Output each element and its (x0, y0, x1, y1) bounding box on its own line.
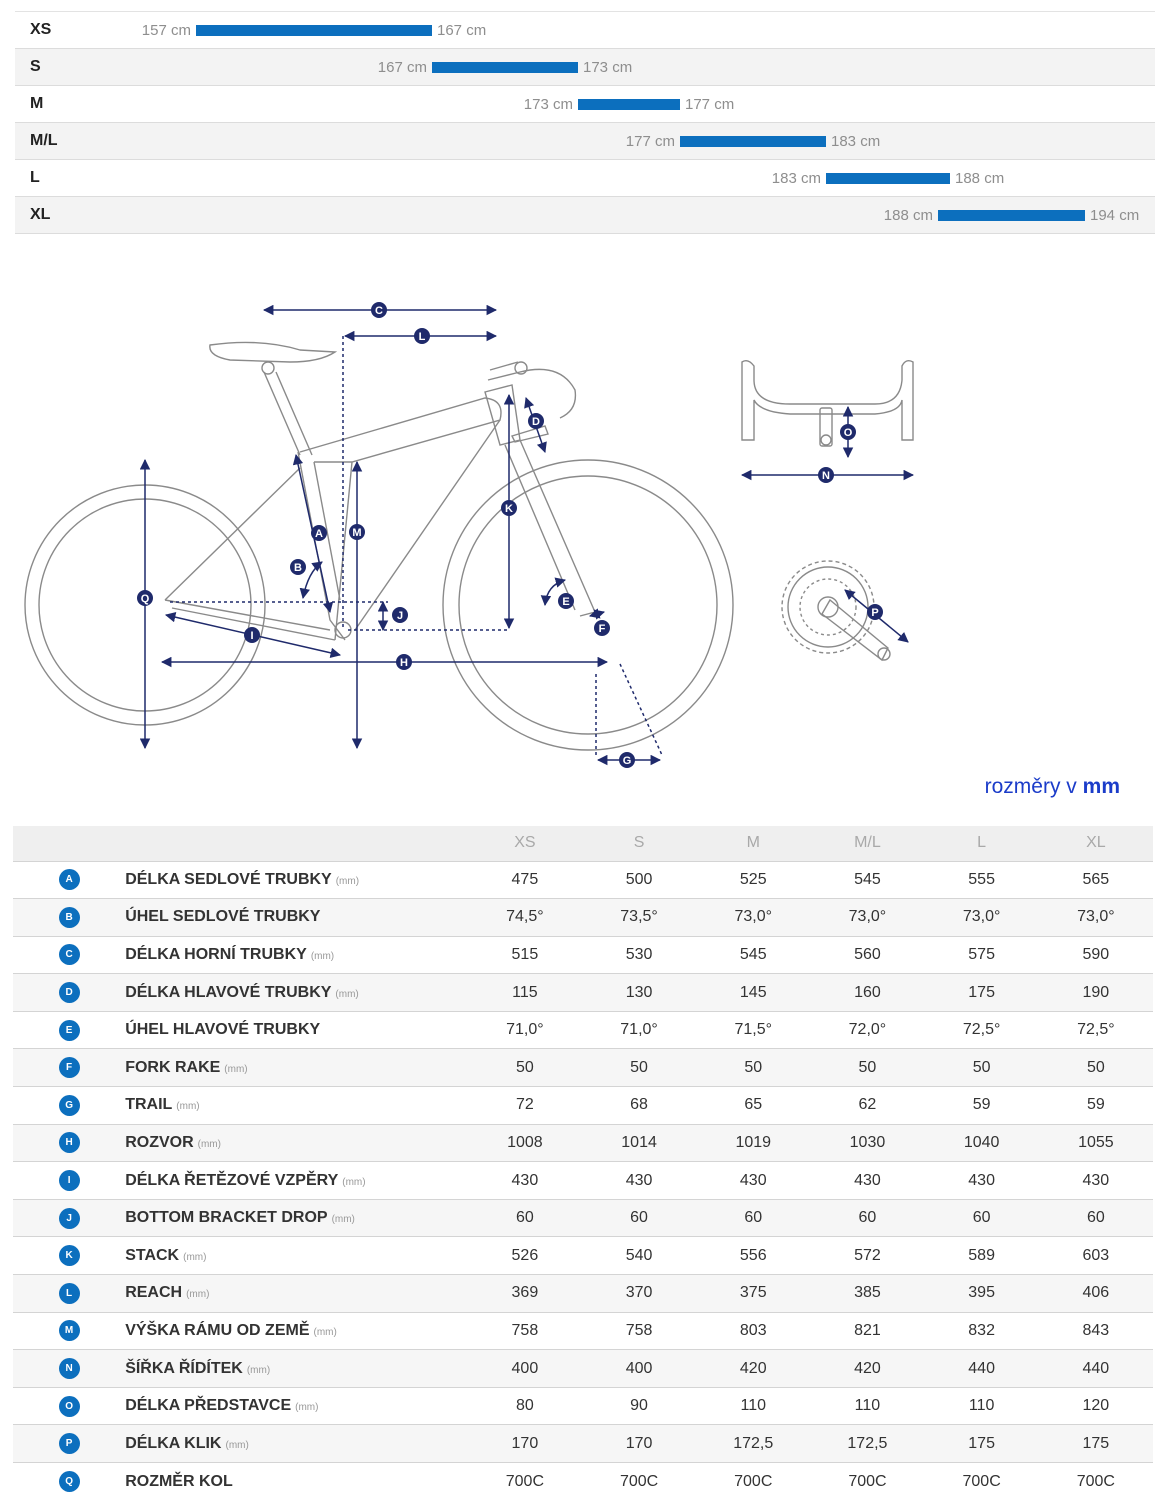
table-cell: 700C (810, 1463, 924, 1501)
table-cell: 175 (925, 1425, 1039, 1463)
table-cell: 74,5° (468, 899, 582, 937)
table-cell: 400 (468, 1350, 582, 1388)
units-note (985, 775, 1120, 799)
dimension-name: DÉLKA HORNÍ TRUBKY (125, 945, 307, 963)
table-cell: 803 (696, 1312, 810, 1350)
svg-text:N: N (822, 470, 830, 482)
svg-text:D: D (532, 416, 540, 428)
front-wheel-inner (459, 476, 717, 734)
table-cell: 700C (582, 1463, 696, 1501)
table-cell: 71,0° (468, 1011, 582, 1049)
dimension-badge: P (59, 1433, 80, 1454)
dimension-labels (137, 302, 883, 768)
dimension-badge: N (59, 1358, 80, 1379)
table-cell: 73,0° (925, 899, 1039, 937)
table-cell: 60 (468, 1199, 582, 1237)
table-cell: 375 (696, 1275, 810, 1313)
range-from: 157 cm (141, 22, 191, 39)
dim-label-k (501, 500, 517, 516)
dimension-unit: (mm) (225, 1439, 249, 1451)
table-cell: 71,0° (582, 1011, 696, 1049)
range-to: 173 cm (583, 59, 633, 76)
dim-label-j (392, 607, 408, 623)
height-range-bar (938, 210, 1085, 221)
table-cell: 172,5 (696, 1425, 810, 1463)
dimension-name: DÉLKA HLAVOVÉ TRUBKY (125, 983, 332, 1001)
table-cell: 50 (582, 1049, 696, 1087)
table-cell: 62 (810, 1087, 924, 1125)
height-range-bar (826, 173, 950, 184)
dimension-name-cell (125, 1049, 468, 1087)
table-cell: 406 (1039, 1275, 1153, 1313)
table-cell: 1014 (582, 1124, 696, 1162)
dim-label-b (290, 559, 306, 575)
table-cell: 589 (925, 1237, 1039, 1275)
table-row (13, 1425, 1153, 1463)
dimension-badge: A (59, 869, 80, 890)
table-cell: 50 (468, 1049, 582, 1087)
table-cell: 430 (810, 1162, 924, 1200)
table-cell: 700C (696, 1463, 810, 1501)
dimension-unit: (mm) (197, 1138, 221, 1150)
table-cell: 68 (582, 1087, 696, 1125)
dimension-name-cell (125, 1312, 468, 1350)
units-value: mm (1082, 775, 1120, 798)
dimension-badge: Q (59, 1471, 80, 1492)
dimension-name-cell (125, 1463, 468, 1501)
dim-label-h (396, 654, 412, 670)
table-row (13, 861, 1153, 899)
table-cell: 395 (925, 1275, 1039, 1313)
svg-text:J: J (396, 610, 404, 622)
svg-text:I: I (250, 630, 254, 642)
dimension-badge: B (59, 907, 80, 928)
dim-label-i (244, 627, 260, 643)
table-cell: 110 (925, 1387, 1039, 1425)
table-cell: 843 (1039, 1312, 1153, 1350)
table-row (13, 1237, 1153, 1275)
dimension-name-cell (125, 1387, 468, 1425)
dimension-name-cell (125, 1275, 468, 1313)
table-cell: 110 (810, 1387, 924, 1425)
dimension-name: ROZMĚR KOL (125, 1472, 233, 1490)
table-cell: 73,0° (696, 899, 810, 937)
table-cell: 530 (582, 936, 696, 974)
table-cell: 603 (1039, 1237, 1153, 1275)
table-cell: 1008 (468, 1124, 582, 1162)
dimension-name-cell (125, 1162, 468, 1200)
table-row (13, 1011, 1153, 1049)
height-range-bar (432, 62, 578, 73)
dimension-badge: M (59, 1320, 80, 1341)
range-from: 173 cm (523, 96, 573, 113)
size-label: L (30, 169, 40, 186)
table-cell: 72 (468, 1087, 582, 1125)
svg-text:L: L (418, 331, 426, 343)
dim-label-q (137, 590, 153, 606)
svg-text:P: P (871, 607, 879, 619)
bike-frame-illustration (25, 342, 733, 750)
table-cell: 440 (1039, 1350, 1153, 1388)
dimension-name: ŠÍŘKA ŘÍDÍTEK (125, 1359, 243, 1377)
size-label: XL (30, 206, 51, 223)
dimension-name: DÉLKA KLIK (125, 1434, 222, 1452)
table-cell: 170 (468, 1425, 582, 1463)
table-cell: 115 (468, 974, 582, 1012)
dimension-badge: J (59, 1208, 80, 1229)
svg-text:G: G (622, 755, 632, 767)
dimension-unit: (mm) (310, 950, 335, 962)
table-cell: 832 (925, 1312, 1039, 1350)
dimension-badge: H (59, 1132, 80, 1153)
dimension-name-cell (125, 899, 468, 937)
table-cell: 130 (582, 974, 696, 1012)
range-to: 177 cm (685, 96, 735, 113)
range-to: 188 cm (955, 170, 1005, 187)
size-row-l (15, 160, 1155, 197)
dimension-name: BOTTOM BRACKET DROP (125, 1209, 328, 1227)
table-cell: 700C (925, 1463, 1039, 1501)
table-cell: 59 (1039, 1087, 1153, 1125)
range-from: 177 cm (625, 133, 675, 150)
dimension-name: ÚHEL HLAVOVÉ TRUBKY (125, 1021, 321, 1039)
dimension-unit: (mm) (295, 1402, 319, 1414)
svg-text:K: K (505, 503, 513, 515)
range-to: 167 cm (437, 22, 487, 39)
table-cell: 400 (582, 1350, 696, 1388)
table-cell: 60 (696, 1199, 810, 1237)
table-cell: 175 (925, 974, 1039, 1012)
size-label: M (30, 95, 44, 112)
table-cell: 1030 (810, 1124, 924, 1162)
column-header: S (582, 826, 696, 861)
table-cell: 370 (582, 1275, 696, 1313)
table-cell: 525 (696, 861, 810, 899)
handlebar-front-view (742, 361, 913, 446)
dimension-unit: (mm) (183, 1251, 207, 1263)
dimension-name: TRAIL (125, 1096, 173, 1114)
table-cell: 526 (468, 1237, 582, 1275)
table-cell: 72,0° (810, 1011, 924, 1049)
table-row (13, 1463, 1153, 1501)
dimension-unit: (mm) (176, 1101, 200, 1113)
table-cell: 540 (582, 1237, 696, 1275)
table-cell: 430 (468, 1162, 582, 1200)
dimension-badge: C (59, 944, 80, 965)
table-cell: 50 (810, 1049, 924, 1087)
table-cell: 555 (925, 861, 1039, 899)
dimension-name: REACH (125, 1284, 183, 1302)
dimension-badge: L (59, 1283, 80, 1304)
svg-text:H: H (400, 657, 408, 669)
table-row (13, 1350, 1153, 1388)
dimension-name-cell (125, 861, 468, 899)
table-cell: 50 (1039, 1049, 1153, 1087)
geometry-table (13, 826, 1153, 1500)
svg-text:Q: Q (140, 593, 150, 605)
column-header: M (696, 826, 810, 861)
table-cell: 430 (925, 1162, 1039, 1200)
svg-text:B: B (294, 562, 302, 574)
table-cell: 758 (582, 1312, 696, 1350)
dimension-badge: F (59, 1057, 80, 1078)
table-row (13, 1124, 1153, 1162)
table-cell: 71,5° (696, 1011, 810, 1049)
size-row-xs (15, 12, 1155, 49)
dimension-name-cell (125, 1199, 468, 1237)
table-row (13, 1162, 1153, 1200)
dimension-name-cell (125, 1124, 468, 1162)
table-cell: 430 (1039, 1162, 1153, 1200)
dim-label-l (414, 328, 430, 344)
table-row (13, 1387, 1153, 1425)
svg-text:C: C (375, 305, 383, 317)
dimension-name: FORK RAKE (125, 1058, 221, 1076)
table-cell: 1055 (1039, 1124, 1153, 1162)
bike-geometry-diagram (0, 290, 1161, 780)
dimension-name-cell (125, 1237, 468, 1275)
table-cell: 420 (696, 1350, 810, 1388)
saddle (210, 342, 335, 362)
dimension-name: VÝŠKA RÁMU OD ZEMĚ (125, 1321, 310, 1339)
table-cell: 80 (468, 1387, 582, 1425)
dimension-badge: O (59, 1396, 80, 1417)
table-header-row (13, 826, 1153, 861)
dim-label-c (371, 302, 387, 318)
table-cell: 73,0° (1039, 899, 1153, 937)
table-cell: 545 (696, 936, 810, 974)
column-header: M/L (810, 826, 924, 861)
table-cell: 565 (1039, 861, 1153, 899)
dimension-name: DÉLKA PŘEDSTAVCE (125, 1397, 292, 1415)
table-cell: 758 (468, 1312, 582, 1350)
dimension-name: ROZVOR (125, 1133, 194, 1151)
table-cell: 172,5 (810, 1425, 924, 1463)
svg-text:F: F (598, 623, 606, 635)
table-cell: 545 (810, 861, 924, 899)
size-row-m (15, 86, 1155, 123)
table-cell: 556 (696, 1237, 810, 1275)
table-cell: 385 (810, 1275, 924, 1313)
dim-label-g (619, 752, 635, 768)
range-from: 188 cm (883, 207, 933, 224)
dim-label-f (594, 620, 610, 636)
table-row (13, 1275, 1153, 1313)
svg-text:M: M (352, 527, 362, 539)
column-header: XL (1039, 826, 1153, 861)
dimension-unit: (mm) (246, 1364, 271, 1376)
size-range-chart (15, 11, 1155, 234)
dimension-badge: G (59, 1095, 80, 1116)
dimension-badge: K (59, 1245, 80, 1266)
table-cell: 420 (810, 1350, 924, 1388)
size-label: M/L (30, 132, 58, 149)
table-row (13, 974, 1153, 1012)
dimension-unit: (mm) (331, 1214, 355, 1226)
dimension-badge: I (59, 1170, 80, 1191)
range-to: 183 cm (831, 133, 881, 150)
dimension-badge: E (59, 1020, 80, 1041)
size-label: S (30, 58, 41, 75)
range-to: 194 cm (1090, 207, 1140, 224)
table-cell: 821 (810, 1312, 924, 1350)
table-cell: 50 (696, 1049, 810, 1087)
dim-label-a (311, 525, 327, 541)
dimension-name-cell (125, 1087, 468, 1125)
table-cell: 700C (468, 1463, 582, 1501)
table-cell: 515 (468, 936, 582, 974)
dimension-name-cell (125, 1350, 468, 1388)
svg-text:O: O (843, 427, 853, 439)
units-prefix: rozměry v (984, 775, 1077, 798)
table-cell: 170 (582, 1425, 696, 1463)
dimension-name: ÚHEL SEDLOVÉ TRUBKY (125, 908, 321, 926)
table-cell: 60 (582, 1199, 696, 1237)
table-row (13, 899, 1153, 937)
table-cell: 560 (810, 936, 924, 974)
dim-label-o (840, 424, 856, 440)
height-range-bar (196, 25, 432, 36)
table-cell: 60 (925, 1199, 1039, 1237)
table-row (13, 936, 1153, 974)
dim-label-p (867, 604, 883, 620)
table-cell: 700C (1039, 1463, 1153, 1501)
dim-label-m (349, 524, 365, 540)
size-row-xl (15, 197, 1155, 234)
table-cell: 50 (925, 1049, 1039, 1087)
table-body (13, 861, 1153, 1500)
table-cell: 190 (1039, 974, 1153, 1012)
column-header: XS (468, 826, 582, 861)
dimension-name-cell (125, 974, 468, 1012)
table-cell: 500 (582, 861, 696, 899)
table-cell: 1040 (925, 1124, 1039, 1162)
table-cell: 1019 (696, 1124, 810, 1162)
dimension-lines (145, 310, 913, 760)
height-range-bar (578, 99, 680, 110)
size-label: XS (30, 21, 52, 38)
table-cell: 90 (582, 1387, 696, 1425)
table-cell: 440 (925, 1350, 1039, 1388)
dimension-unit: (mm) (224, 1063, 248, 1075)
table-cell: 72,5° (1039, 1011, 1153, 1049)
svg-text:E: E (562, 596, 570, 608)
table-cell: 590 (1039, 936, 1153, 974)
table-row (13, 1049, 1153, 1087)
svg-text:A: A (315, 528, 323, 540)
table-cell: 160 (810, 974, 924, 1012)
dimension-badge: D (59, 982, 80, 1003)
range-from: 183 cm (771, 170, 821, 187)
table-cell: 572 (810, 1237, 924, 1275)
dimension-unit: (mm) (342, 1176, 366, 1188)
dimension-name: STACK (125, 1246, 180, 1264)
table-cell: 475 (468, 861, 582, 899)
table-cell: 175 (1039, 1425, 1153, 1463)
table-cell: 145 (696, 974, 810, 1012)
dim-label-e (558, 593, 574, 609)
dimension-unit: (mm) (335, 988, 359, 1000)
dimension-name: DÉLKA SEDLOVÉ TRUBKY (125, 870, 332, 888)
dimension-unit: (mm) (186, 1289, 210, 1301)
table-cell: 65 (696, 1087, 810, 1125)
table-cell: 59 (925, 1087, 1039, 1125)
dimension-name-cell (125, 1011, 468, 1049)
table-cell: 73,0° (810, 899, 924, 937)
height-range-bar (680, 136, 826, 147)
table-cell: 430 (696, 1162, 810, 1200)
dimension-name-cell (125, 936, 468, 974)
column-header: L (925, 826, 1039, 861)
dimension-unit: (mm) (313, 1326, 337, 1338)
dimension-unit: (mm) (335, 875, 360, 887)
dim-label-d (528, 413, 544, 429)
table-row (13, 1199, 1153, 1237)
table-cell: 120 (1039, 1387, 1153, 1425)
table-cell: 60 (810, 1199, 924, 1237)
range-from: 167 cm (377, 59, 427, 76)
size-row-s (15, 49, 1155, 86)
table-row (13, 1087, 1153, 1125)
table-cell: 369 (468, 1275, 582, 1313)
table-cell: 72,5° (925, 1011, 1039, 1049)
table-cell: 73,5° (582, 899, 696, 937)
dimension-name: DÉLKA ŘETĚZOVÉ VZPĚRY (125, 1171, 339, 1189)
dimension-name-cell (125, 1425, 468, 1463)
dim-label-n (818, 467, 834, 483)
table-row (13, 1312, 1153, 1350)
front-wheel-outer (443, 460, 733, 750)
size-row-ml (15, 123, 1155, 160)
table-cell: 430 (582, 1162, 696, 1200)
table-cell: 60 (1039, 1199, 1153, 1237)
table-cell: 575 (925, 936, 1039, 974)
table-cell: 110 (696, 1387, 810, 1425)
